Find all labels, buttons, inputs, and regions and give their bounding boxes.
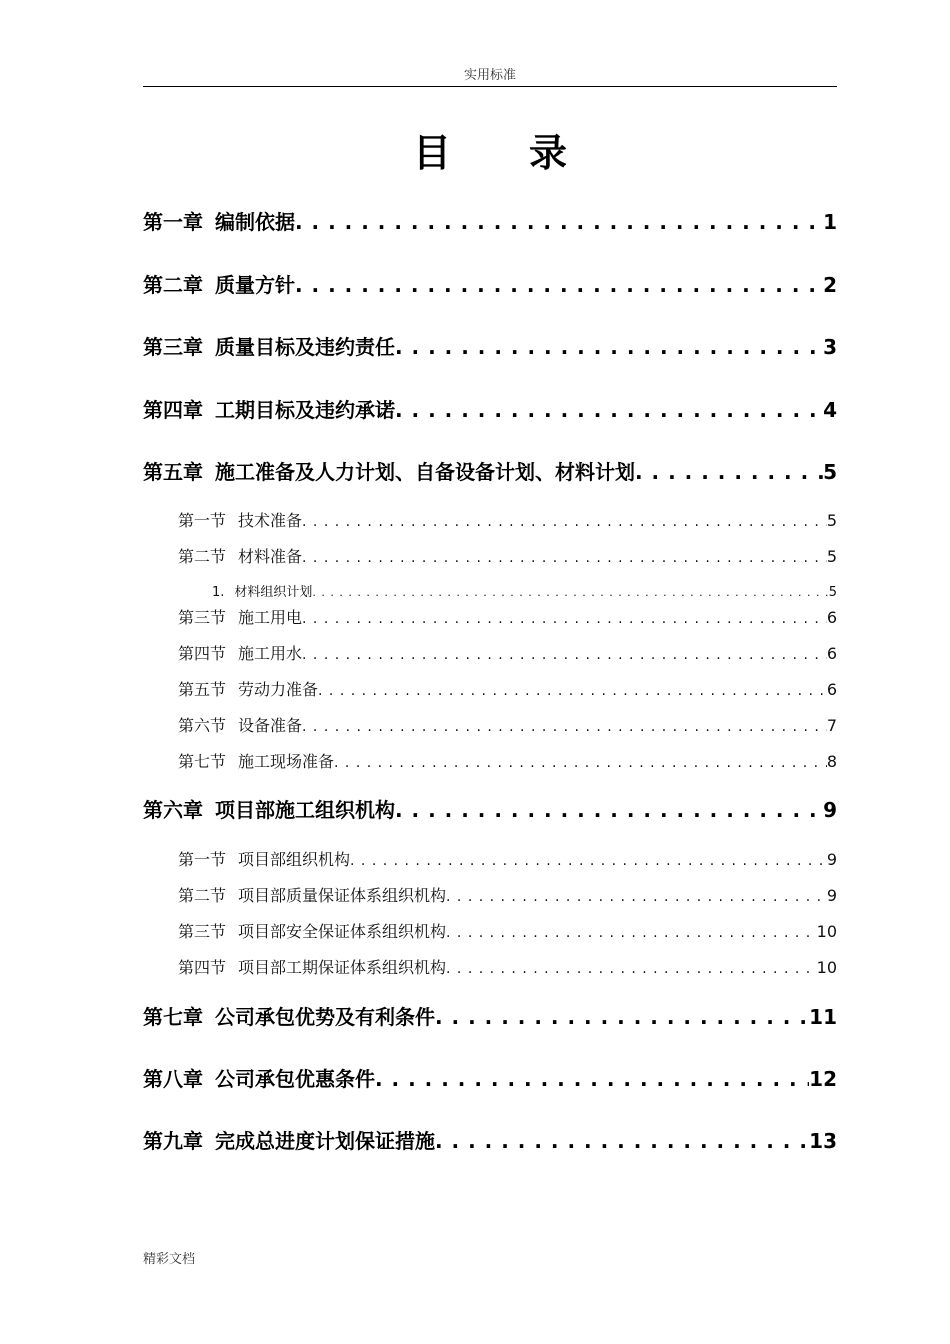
toc-entry-title: 项目部施工组织机构 <box>215 798 395 822</box>
toc-entry-number: 第五节 <box>178 680 227 699</box>
toc-entry-chapter-2[interactable] <box>143 271 837 299</box>
leader-dots <box>318 680 827 702</box>
toc-entry-number: 第四章 <box>143 398 203 422</box>
leader-dots <box>302 644 827 666</box>
toc-entry-page: 6 <box>826 680 837 699</box>
toc-entry-page: 9 <box>826 850 837 869</box>
page-header: 实用标准 <box>143 66 837 87</box>
leader-dots <box>302 511 827 533</box>
toc-entry-page: 12 <box>809 1067 837 1091</box>
toc-entry-title: 公司承包优惠条件 <box>215 1067 375 1091</box>
leader-dots <box>302 547 827 569</box>
toc-entry-title: 材料组织计划 <box>234 585 313 600</box>
toc-entry-page: 5 <box>828 585 837 600</box>
toc-entry-number: 第二章 <box>143 273 203 297</box>
toc-entry-number: 第四节 <box>178 958 227 977</box>
toc-entry-title: 施工用水 <box>238 644 303 663</box>
leader-dots <box>395 396 823 424</box>
toc-entry-section[interactable] <box>178 957 837 980</box>
toc-entry-title: 公司承包优势及有利条件 <box>215 1005 435 1029</box>
leader-dots <box>375 1065 809 1093</box>
toc-entry-number: 1. <box>212 585 225 600</box>
toc-entry-page: 3 <box>823 335 837 359</box>
toc-entry-page: 5 <box>826 547 837 566</box>
toc-entry-title: 施工用电 <box>238 608 303 627</box>
toc-entry-number: 第六节 <box>178 716 227 735</box>
leader-dots <box>446 922 817 944</box>
page-footer: 精彩文档 <box>143 1252 196 1267</box>
toc-entry-page: 6 <box>826 608 837 627</box>
page-title: 目录 <box>412 131 645 175</box>
toc-entry-number: 第七章 <box>143 1005 203 1029</box>
toc-entry-subsection[interactable] <box>212 584 837 602</box>
toc-entry-chapter-9[interactable] <box>143 1127 837 1155</box>
toc-entry-page: 10 <box>816 958 837 977</box>
toc-entry-page: 9 <box>826 886 837 905</box>
toc-entry-title: 项目部组织机构 <box>238 850 351 869</box>
toc-entry-number: 第三节 <box>178 608 227 627</box>
toc-entry-title: 劳动力准备 <box>238 680 319 699</box>
toc-entry-number: 第九章 <box>143 1129 203 1153</box>
toc-entry-number: 第三节 <box>178 922 227 941</box>
toc-entry-title: 施工准备及人力计划、自备设备计划、材料计划 <box>215 460 635 484</box>
toc-entry-page: 13 <box>809 1129 837 1153</box>
toc-entry-title: 工期目标及违约承诺 <box>215 398 395 422</box>
toc-entry-chapter-1[interactable] <box>143 208 837 236</box>
toc-entry-page: 7 <box>826 716 837 735</box>
leader-dots <box>635 458 823 486</box>
leader-dots <box>295 208 823 236</box>
leader-dots <box>334 752 827 774</box>
toc-entry-chapter-5[interactable] <box>143 458 837 486</box>
toc-entry-chapter-3[interactable] <box>143 333 837 361</box>
toc-entry-number: 第五章 <box>143 460 203 484</box>
toc-entry-number: 第三章 <box>143 335 203 359</box>
toc-entry-title: 质量目标及违约责任 <box>215 335 395 359</box>
toc-entry-section[interactable] <box>178 546 837 569</box>
toc-entry-chapter-7[interactable] <box>143 1003 837 1031</box>
toc-entry-page: 1 <box>823 210 837 234</box>
toc-entry-title: 施工现场准备 <box>238 752 335 771</box>
toc-entry-page: 10 <box>816 922 837 941</box>
toc-entry-number: 第七节 <box>178 752 227 771</box>
toc-entry-page: 9 <box>823 798 837 822</box>
toc-entry-section[interactable] <box>178 510 837 533</box>
toc-entry-number: 第一节 <box>178 511 227 530</box>
toc-entry-title: 设备准备 <box>238 716 303 735</box>
toc-entry-number: 第六章 <box>143 798 203 822</box>
leader-dots <box>435 1003 809 1031</box>
toc-entry-title: 材料准备 <box>238 547 303 566</box>
leader-dots <box>435 1127 809 1155</box>
toc-entry-chapter-8[interactable] <box>143 1065 837 1093</box>
toc-entry-section[interactable] <box>178 715 837 738</box>
toc-entry-number: 第一章 <box>143 210 203 234</box>
toc-entry-section[interactable] <box>178 607 837 630</box>
leader-dots <box>295 271 823 299</box>
leader-dots <box>302 716 827 738</box>
leader-dots <box>395 796 823 824</box>
toc-entry-page: 11 <box>809 1005 837 1029</box>
toc-entry-page: 4 <box>823 398 837 422</box>
leader-dots <box>302 608 827 630</box>
toc-entry-title: 项目部安全保证体系组织机构 <box>238 922 447 941</box>
toc-entry-number: 第二节 <box>178 886 227 905</box>
toc-entry-title: 项目部质量保证体系组织机构 <box>238 886 447 905</box>
toc-entry-section[interactable] <box>178 643 837 666</box>
toc-entry-number: 第四节 <box>178 644 227 663</box>
toc-entry-title: 技术准备 <box>238 511 303 530</box>
toc-entry-title: 质量方针 <box>215 273 295 297</box>
toc-entry-section[interactable] <box>178 751 837 774</box>
toc-entry-section[interactable] <box>178 885 837 908</box>
toc-entry-title: 完成总进度计划保证措施 <box>215 1129 435 1153</box>
toc-entry-page: 2 <box>823 273 837 297</box>
leader-dots <box>395 333 823 361</box>
leader-dots <box>446 886 827 908</box>
toc-entry-number: 第一节 <box>178 850 227 869</box>
toc-entry-chapter-6[interactable] <box>143 796 837 824</box>
toc-entry-page: 6 <box>826 644 837 663</box>
toc-entry-number: 第八章 <box>143 1067 203 1091</box>
toc-entry-page: 5 <box>823 460 837 484</box>
toc-entry-section[interactable] <box>178 849 837 872</box>
toc-entry-title: 编制依据 <box>215 210 295 234</box>
toc-entry-page: 8 <box>826 752 837 771</box>
leader-dots <box>312 584 828 602</box>
toc-entry-section[interactable] <box>178 679 837 702</box>
toc-entry-title: 项目部工期保证体系组织机构 <box>238 958 447 977</box>
toc-entry-chapter-4[interactable] <box>143 396 837 424</box>
toc-entry-number: 第二节 <box>178 547 227 566</box>
toc-entry-page: 5 <box>826 511 837 530</box>
toc-entry-section[interactable] <box>178 921 837 944</box>
leader-dots <box>446 958 817 980</box>
leader-dots <box>350 850 827 872</box>
